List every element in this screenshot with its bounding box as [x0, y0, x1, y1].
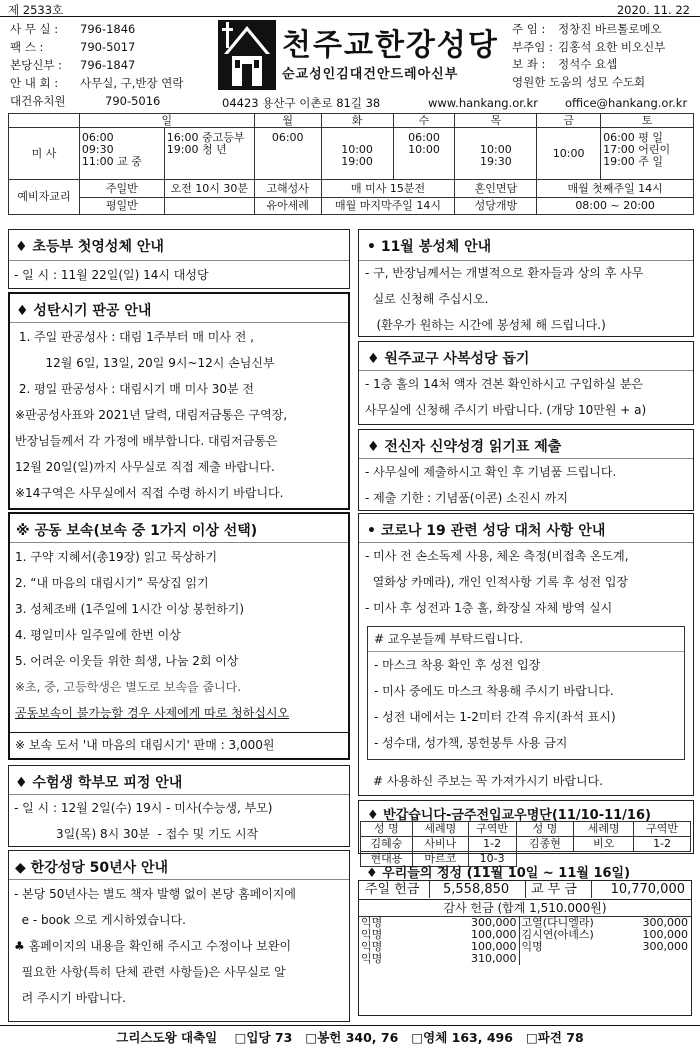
mass-cell: 06:00 — [254, 128, 321, 180]
thanks-offering-box — [358, 900, 692, 1016]
bulletin-note: # 사용하신 주보는 꼭 가져가시기 바랍니다. — [373, 774, 604, 788]
day-header: 목 — [455, 114, 537, 128]
day-header: 금 — [537, 114, 601, 128]
section-home-communion — [358, 229, 694, 337]
table-row: 김혜숭 사비나 1-2 김종현 비오 1-2 — [361, 837, 691, 852]
section-title: • 코로나 19 관련 성당 대처 사항 안내 — [367, 523, 606, 539]
contact-row: 안 내 회 : 사무실, 구,반장 연락 — [10, 76, 184, 90]
section-title: ◆ 한강성당 50년사 안내 — [15, 860, 169, 876]
etc-cell: 매월 마지막주일 14시 — [321, 198, 455, 215]
day-header: 토 — [601, 114, 694, 128]
clergy-list — [512, 22, 697, 92]
section-wonju-support — [358, 341, 694, 425]
mass-etc-row — [9, 198, 694, 215]
offering-totals: 주일 헌금 5,558,850 교 무 금 10,770,000 — [358, 880, 692, 900]
contact-row: 본당신부 : 796-1847 — [10, 58, 136, 72]
mass-schedule-table — [8, 113, 694, 215]
clergy-row: 부주임 : 김홍석 요한 비오신부 — [512, 39, 666, 54]
clergy-row: 주 임 : 정창진 바르톨로메오 — [512, 22, 662, 36]
etc-cell: 혼인면담 — [455, 180, 537, 198]
mass-cell: 06:00 09:30 11:00 교 중 — [79, 128, 164, 180]
issue-date: 2020. 11. 22 — [616, 3, 690, 17]
etc-cell: 유아세례 — [254, 198, 321, 215]
mass-cell: 10:00 — [537, 128, 601, 180]
section-title: • 11월 봉성체 안내 — [367, 239, 492, 255]
section-body: - 미사 전 손소독제 사용, 체온 측정(비접촉 온도계, 열화상 카메라), 개인 인적사항 기록 후 성전 입장 - 미사 후 성전과 1층 홀, 화장실 자체 방역 실시 — [365, 549, 629, 615]
section-confession — [8, 292, 350, 510]
church-logo-icon — [218, 20, 276, 90]
etc-cell: 매월 첫째주일 14시 — [537, 180, 694, 198]
section-body: - 일 시 : 12월 2일(수) 19시 - 미사(수능생, 부모) 3일(목) 8시 30분 - 접수 및 기도 시작 — [14, 801, 273, 841]
etc-cell: 평일반 — [79, 198, 164, 215]
mass-cell: 10:00 19:00 — [321, 128, 393, 180]
etc-cell: 고해성사 — [254, 180, 321, 198]
donor-row: 익명 300,000 고열(다니엘라) 300,000 — [361, 916, 688, 929]
section-title: ♦ 수험생 학부모 피정 안내 — [15, 775, 183, 791]
etc-cell: 성당개방 — [455, 198, 537, 215]
donor-row: 익명 100,000 익명 300,000 — [361, 940, 688, 953]
section-body: 1. 구약 지혜서(총19장) 읽고 묵상하기 2. “내 마음의 대림시기” 묵상집 읽기 3. 성체조배 (1주일에 1시간 이상 봉헌하기) 4. 평일미사 일주일에 한번 이상 5. 어려운 이웃들 위한 희생, 나눔 2회 이상 ※초, 중, 고등학생은 별도로 보속을 줍니다. 공동보속이 불가능할 경우 사제에게 따로 청하십시오 — [15, 550, 290, 720]
header-rule — [0, 16, 700, 17]
etc-label: 예비자교리 — [9, 180, 80, 215]
etc-cell: 08:00 ~ 20:00 — [537, 198, 694, 215]
mass-cell: 10:00 19:30 — [455, 128, 537, 180]
footer-rule — [0, 1025, 700, 1026]
clergy-row: 영원한 도움의 성모 수도회 — [512, 74, 646, 89]
etc-cell — [164, 198, 254, 215]
email-link[interactable]: office@hankang.or.kr — [565, 96, 688, 110]
contact-row: 사 무 실 : 796-1846 — [10, 22, 136, 36]
mass-times-row — [9, 128, 694, 180]
donor-row: 익명 100,000 김시연(아녜스) 100,000 — [361, 928, 688, 941]
section-title: ♦ 원주교구 사복성당 돕기 — [367, 351, 530, 367]
section-bible-reading — [358, 429, 694, 511]
church-title: 천주교한강성당 — [282, 28, 499, 63]
day-header: 월 — [254, 114, 321, 128]
section-body: - 1층 홀의 14처 액자 견본 확인하시고 구입하실 분은 사무실에 신청해 주시기 바랍니다. (개당 10만원 + a) — [365, 377, 647, 417]
section-title: ♦ 초등부 첫영성체 안내 — [15, 239, 164, 255]
section-new-parishioners — [358, 800, 694, 865]
section-offerings — [358, 860, 694, 1020]
etc-cell: 주일반 — [79, 180, 164, 198]
thanks-total: 감사 헌금 (합계 1,510.000원) — [359, 900, 691, 917]
mass-header-row — [9, 114, 694, 128]
mass-cell: 16:00 중고등부 19:00 청 년 — [164, 128, 254, 180]
contact-list — [10, 22, 220, 112]
section-title: ※ 공동 보속(보속 중 1가지 이상 선택) — [16, 523, 258, 539]
day-header: 수 — [393, 114, 455, 128]
covid-request-box: # 교우분들께 부탁드립니다. - 마스크 착용 확인 후 성전 입장 - 미사 중에도 마스크 착용해 주시기 바랍니다. - 성전 내에서는 1-2미터 간격 유지(좌석 표시) - 성수대, 성가책, 봉헌봉투 사용 금지 — [367, 626, 685, 760]
mass-cell: 06:00 평 일 17:00 어린이 19:00 주 일 — [601, 128, 694, 180]
table-header-row: 성 명 세례명 구역반 성 명 세례명 구역반 — [361, 822, 691, 837]
donor-row: 익명 310,000 — [359, 953, 690, 965]
section-body: - 본당 50년사는 별도 책자 발행 없이 본당 홈페이지에 e - book 으로 게시하였습니다. ♣ 홈페이지의 내용을 확인해 주시고 수정이나 보완이 필요한 사항(특히 단체 관련 사항들)은 사무실로 알 려 주시기 바랍니다. — [14, 887, 296, 1005]
section-title: ♦ 반갑습니다-금주전입교우명단(11/10-11/16) — [367, 808, 651, 823]
section-body: - 구, 반장님께서는 개별적으로 환자들과 상의 후 사무 실로 신청해 주십시오. (환우가 원하는 시간에 봉성체 해 드립니다.) — [365, 266, 644, 332]
mass-row-label: 미 사 — [9, 128, 80, 180]
section-covid-guidelines — [358, 513, 694, 796]
footer-stats: 그리스도왕 대축일 □입당 73 □봉헌 340, 76 □영체 163, 496 □파견 78 — [116, 1030, 584, 1045]
section-title: ♦ 전신자 신약성경 읽기표 제출 — [367, 439, 562, 455]
section-body: - 사무실에 제출하시고 확인 후 기념품 드립니다. - 제출 기한 : 기념품(이콘) 소진시 까지 — [365, 465, 617, 505]
book-sale-note: ※ 보속 도서 '내 마음의 대림시기' 판매 : 3,000원 — [15, 738, 275, 752]
clergy-row: 보 좌 : 정석수 요셉 — [512, 57, 618, 71]
section-title: ♦ 우리들의 정성 (11월 10일 ~ 11월 16일) — [366, 866, 631, 881]
address: 04423 용산구 이촌로 81길 38 — [222, 96, 381, 110]
section-50-year-history — [8, 850, 350, 1022]
contact-row: 팩 스 : 790-5017 — [10, 40, 136, 54]
mass-cell: 06:00 10:00 — [393, 128, 455, 180]
church-subtitle: 순교성인김대건안드레아신부 — [282, 67, 459, 82]
section-body: 1. 주일 판공성사 : 대림 1주부터 매 미사 전 , 12월 6일, 13일, 20일 9시~12시 손님신부 2. 평일 판공성사 : 대림시기 매 미사 30분 전 ※판공성사표와 2021년 달력, 대림저금통은 구역장, 반장님들께서 각 가정에 배부합니다. 대림저금통은 12월 20일(일)까지 사무실로 직접 제출 바랍니다. ※14구역은 사무실에서 직접 수령 하시기 바랍니다. — [15, 330, 288, 500]
section-first-communion — [8, 229, 350, 289]
day-header: 일 — [79, 114, 254, 128]
website-link[interactable]: www.hankang.or.kr — [428, 96, 538, 110]
day-header: 화 — [321, 114, 393, 128]
table-row: 현대용 마르코 10-3 — [361, 852, 691, 867]
blank-cell — [9, 114, 80, 128]
section-line: - 일 시 : 11월 22일(일) 14시 대성당 — [14, 268, 209, 282]
section-exam-retreat — [8, 765, 350, 847]
donor-table — [359, 917, 690, 965]
etc-cell: 오전 10시 30분 — [164, 180, 254, 198]
section-title: ♦ 성탄시기 판공 안내 — [16, 303, 152, 319]
contact-row: 대건유치원 790-5016 — [10, 94, 161, 108]
mass-etc-row — [9, 180, 694, 198]
section-penance — [8, 512, 350, 760]
etc-cell: 매 미사 15분전 — [321, 180, 455, 198]
issue-number: 제 2533호 — [8, 3, 64, 17]
